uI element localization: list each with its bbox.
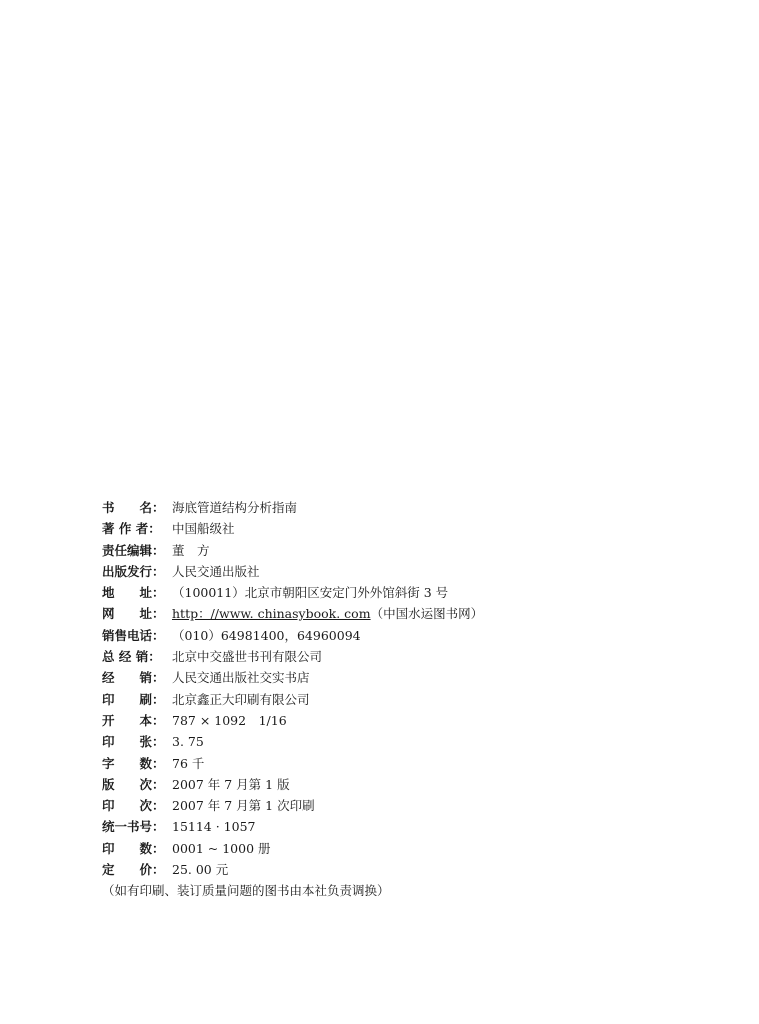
distributor-label: 经 销： bbox=[102, 670, 165, 686]
print-run-value: 0001 ~ 1000 册 bbox=[172, 840, 271, 856]
print-run-label: 印 数： bbox=[102, 840, 165, 856]
sheets-value: 3. 75 bbox=[172, 734, 204, 750]
book-number-value: 15114 · 1057 bbox=[172, 819, 256, 835]
author-label: 著 作 者： bbox=[102, 521, 161, 537]
distributor-value: 人民交通出版社交实书店 bbox=[172, 670, 310, 686]
book-number-row bbox=[102, 816, 722, 837]
word-count-row bbox=[102, 753, 722, 774]
word-count-label: 字 数： bbox=[102, 755, 165, 771]
printing-label: 印 次： bbox=[102, 798, 165, 814]
address-row bbox=[102, 582, 722, 603]
print-run-row bbox=[102, 838, 722, 859]
printing-row bbox=[102, 795, 722, 816]
printer-row bbox=[102, 689, 722, 710]
format-row bbox=[102, 710, 722, 731]
website-note: （中国水运图书网） bbox=[370, 606, 484, 622]
publisher-label: 出版发行： bbox=[102, 563, 165, 579]
sales-phone-row bbox=[102, 625, 722, 646]
publisher-row bbox=[102, 561, 722, 582]
format-value: 787 × 1092 1/16 bbox=[172, 712, 287, 728]
sales-phone-label: 销售电话： bbox=[102, 627, 165, 643]
title-value: 海底管道结构分析指南 bbox=[172, 500, 298, 515]
printer-label: 印 刷： bbox=[102, 691, 165, 707]
edition-row bbox=[102, 774, 722, 795]
website-row bbox=[102, 603, 722, 624]
printing-value: 2007 年 7 月第 1 次印刷 bbox=[172, 798, 315, 814]
title-label: 书 名： bbox=[102, 500, 165, 515]
price-row bbox=[102, 859, 722, 880]
price-value: 25. 00 元 bbox=[172, 862, 229, 878]
address-value: （100011）北京市朝阳区安定门外外馆斜街 3 号 bbox=[172, 585, 449, 601]
printer-value: 北京鑫正大印刷有限公司 bbox=[172, 691, 310, 707]
quality-notice: （如有印刷、装订质量问题的图书由本社负责调换） bbox=[102, 883, 390, 899]
address-label: 地 址： bbox=[102, 585, 165, 601]
editor-row bbox=[102, 540, 722, 561]
format-label: 开 本： bbox=[102, 712, 165, 728]
distributor-row bbox=[102, 667, 722, 688]
word-count-value: 76 千 bbox=[172, 755, 205, 771]
book-number-label: 统一书号： bbox=[102, 819, 165, 835]
sheets-label: 印 张： bbox=[102, 734, 165, 750]
edition-value: 2007 年 7 月第 1 版 bbox=[172, 776, 290, 792]
sales-phone-value: （010）64981400，64960094 bbox=[172, 627, 361, 643]
general-distributor-row bbox=[102, 646, 722, 667]
author-row bbox=[102, 518, 722, 539]
website-link[interactable]: http：//www. chinasybook. com bbox=[172, 606, 371, 622]
edition-label: 版 次： bbox=[102, 776, 165, 792]
general-distributor-value: 北京中交盛世书刊有限公司 bbox=[172, 649, 323, 665]
general-distributor-label: 总 经 销： bbox=[102, 649, 161, 665]
editor-value: 董 方 bbox=[172, 542, 210, 558]
author-value: 中国船级社 bbox=[172, 521, 235, 537]
price-label: 定 价： bbox=[102, 862, 165, 878]
title-row bbox=[102, 497, 722, 518]
editor-label: 责任编辑： bbox=[102, 542, 165, 558]
website-label: 网 址： bbox=[102, 606, 165, 622]
publisher-value: 人民交通出版社 bbox=[172, 563, 260, 579]
sheets-row bbox=[102, 731, 722, 752]
colophon-block bbox=[102, 497, 722, 902]
